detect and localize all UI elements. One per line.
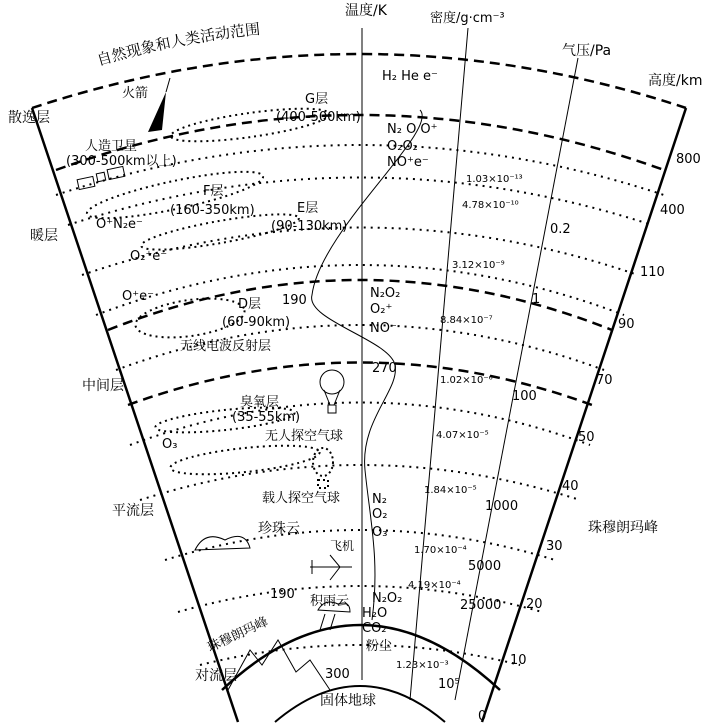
pressure-value: 100 (512, 389, 537, 404)
density-value: 1.23×10⁻³ (396, 660, 449, 671)
e-layer-label: E层 (297, 201, 319, 216)
height-value: 20 (526, 597, 543, 612)
species-top: H₂ He e⁻ (382, 69, 438, 84)
density-value: 1.03×10⁻¹³ (466, 174, 523, 185)
species-tropo3: CO₂ (362, 621, 387, 636)
density-value: 4.78×10⁻¹⁰ (462, 200, 519, 211)
balloon-label: 无人探空气球 (265, 429, 344, 444)
pressure-value: 25000 (460, 598, 502, 613)
d-layer-label: D层 (238, 297, 262, 312)
density-value: 8.84×10⁻⁷ (440, 315, 493, 326)
pressure-value: 1000 (485, 499, 519, 514)
temp-value: 270 (372, 361, 397, 376)
layer-exosphere-label (8, 109, 50, 126)
layer-mesosphere-label: 中间层 (82, 378, 124, 394)
rocket-icon (148, 78, 170, 132)
species-g1: N₂ O O⁺ (387, 122, 438, 137)
axis-density-label: 密度/g·cm⁻³ (430, 11, 505, 26)
temp-value: 300 (325, 667, 350, 682)
manned-balloon-icon (313, 448, 333, 488)
pressure-value: 0.2 (550, 222, 571, 237)
pressure-value: 1 (532, 292, 541, 307)
height-value: 800 (676, 152, 701, 167)
temperature-curve (312, 110, 423, 620)
nacreous-label: 珍珠云 (258, 521, 300, 537)
height-arcs (56, 145, 664, 665)
density-value: 4.07×10⁻⁵ (436, 430, 489, 441)
axis-pressure-label: 气压/Pa (562, 43, 612, 59)
svg-text:散逸层: 散逸层 (8, 110, 50, 126)
species-g2: O₂O₂ (387, 139, 418, 154)
height-value: 70 (596, 373, 613, 388)
species-g3: NO⁺e⁻ (387, 155, 429, 170)
species-e: O₂⁺e⁻ (130, 249, 168, 264)
density-value: 4.19×10⁻⁴ (408, 580, 461, 591)
layer-stratosphere-label: 平流层 (112, 503, 154, 519)
fan-outline (32, 108, 686, 722)
density-value: 1.70×10⁻⁴ (414, 545, 467, 556)
airplane-icon (310, 555, 352, 580)
f-layer-range: (160-350km) (170, 203, 255, 218)
height-value: 90 (618, 317, 635, 332)
density-value: 1.02×10⁻⁶ (440, 375, 493, 386)
height-value: 400 (660, 203, 685, 218)
airplane-label: 飞机 (330, 539, 355, 553)
satellite-label: 人造卫星 (85, 139, 138, 154)
species-strat1: N₂ (372, 492, 387, 507)
everest-right-label: 珠穆朗玛峰 (588, 520, 658, 536)
height-value: 110 (640, 265, 665, 280)
d-layer-range: (60-90km) (222, 315, 291, 330)
pressure-value: 5000 (468, 559, 502, 574)
ozone-range: (35-55km) (232, 410, 301, 425)
everest-left-label: 珠穆朗玛峰 (205, 614, 271, 656)
g-layer-range: (400-500km) (276, 110, 361, 125)
ozone-label: 臭氧层 (240, 395, 280, 410)
temp-value: 190 (282, 293, 307, 308)
axis-temperature-label: 温度/K (345, 3, 387, 19)
nacreous-cloud-icon (195, 536, 250, 550)
temp-value: 190 (270, 587, 295, 602)
height-value: 10 (510, 653, 527, 668)
species-d: O⁺e⁻ (122, 289, 154, 304)
height-value: 40 (562, 479, 579, 494)
radio-reflection-label: 无线电波反射层 (180, 339, 272, 354)
layer-troposphere-label: 对流层 (195, 668, 237, 684)
pressure-value: 10⁵ (438, 677, 460, 692)
rocket-label: 火箭 (122, 86, 149, 101)
f-layer-label: F层 (203, 184, 224, 199)
density-value: 1.84×10⁻⁵ (424, 485, 477, 496)
dust-label: 粉尘 (366, 639, 393, 654)
species-f: O⁺N₂e⁻ (96, 217, 143, 232)
manned-balloon-label: 载人探空气球 (262, 491, 341, 506)
species-mid1: N₂O₂ (370, 286, 401, 301)
height-value: 50 (578, 430, 595, 445)
e-layer-range: (90-130km) (271, 219, 348, 234)
species-strat3: O₃ (372, 525, 388, 540)
arc-title: 自然现象和人类活动范围 (94, 19, 261, 70)
balloon-icon (320, 370, 344, 413)
axis-height-label: 高度/km (648, 73, 703, 89)
species-tropo2: H₂O (362, 606, 388, 621)
layer-thermosphere-label: 暖层 (30, 228, 58, 244)
earth-label: 固体地球 (320, 693, 376, 709)
species-o3: O₃ (162, 437, 178, 452)
cumulonimbus-label: 积雨云 (310, 594, 350, 609)
species-mid2: O₂⁺ (370, 302, 393, 317)
density-value: 3.12×10⁻⁹ (452, 260, 505, 271)
g-layer-label: G层 (305, 92, 329, 107)
species-tropo1: N₂O₂ (372, 591, 403, 606)
height-value: 0 (478, 709, 487, 724)
satellite-range: (300-500km以上) (66, 154, 177, 169)
height-value: 30 (546, 539, 563, 554)
species-strat2: O₂ (372, 507, 388, 522)
species-mid3: NO⁻ (370, 321, 397, 336)
